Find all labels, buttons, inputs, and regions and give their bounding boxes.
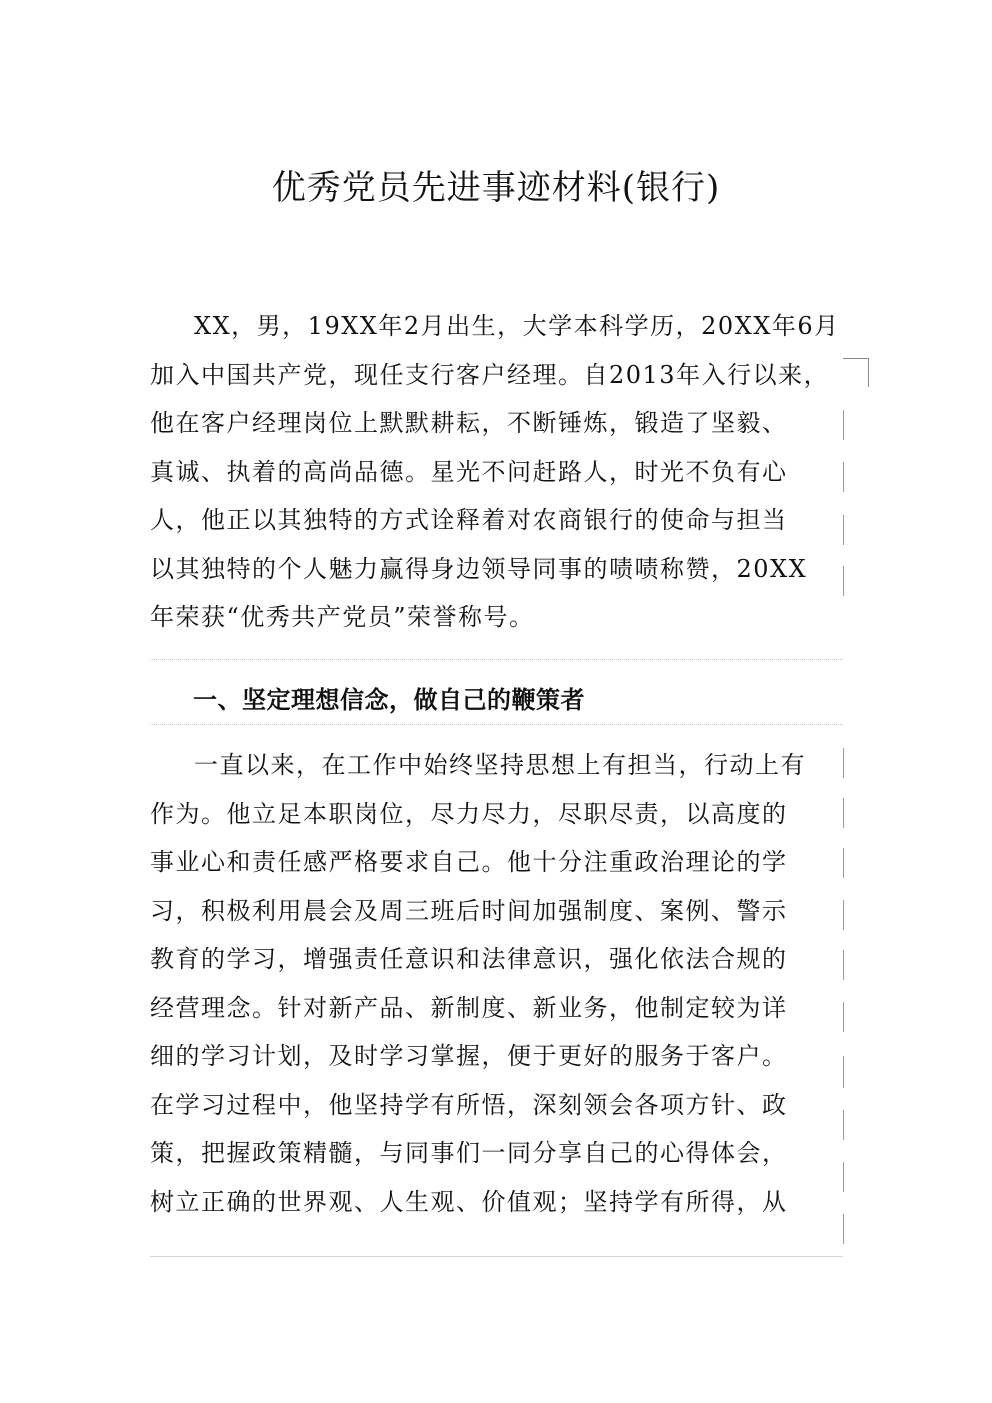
paragraph-line: 加入中国共产党，现任支行客户经理。自2013年入行以来，	[150, 360, 830, 389]
paragraph-line: 他在客户经理岗位上默默耕耘，不断锤炼，锻造了坚毅、	[150, 409, 788, 437]
paragraph-line: 事业心和责任感严格要求自己。他十分注重政治理论的学	[150, 848, 788, 876]
paragraph-line: XX，男，19XX年2月出生，大学本科学历，20XX年6月	[194, 312, 840, 340]
paragraph-line: 树立正确的世界观、人生观、价值观；坚持学有所得，从	[150, 1187, 788, 1216]
margin-bar	[843, 1002, 844, 1032]
section-divider	[150, 659, 843, 660]
page-bottom-rule	[150, 1256, 843, 1257]
document-title: 优秀党员先进事迹材料(银行)	[271, 168, 721, 208]
paragraph-line: 一直以来，在工作中始终坚持思想上有担当，行动上有	[194, 751, 806, 779]
paragraph-line: 经营理念。针对新产品、新制度、新业务，他制定较为详	[150, 993, 788, 1022]
section-divider	[150, 724, 843, 725]
margin-bar	[843, 462, 844, 492]
margin-bar	[843, 1110, 844, 1140]
margin-bar	[843, 566, 844, 596]
section-heading: 一、坚定理想信念，做自己的鞭策者	[193, 686, 585, 714]
margin-bar	[843, 848, 844, 878]
paragraph-line: 在学习过程中，他坚持学有所悟，深刻领会各项方针、政	[150, 1090, 788, 1119]
intro-paragraph	[150, 302, 850, 642]
paragraph-line: 作为。他立足本职岗位，尽力尽力，尽职尽责，以高度的	[150, 799, 788, 828]
margin-bar	[843, 515, 844, 545]
paragraph-line: 年荣获“优秀共产党员”荣誉称号。	[150, 603, 535, 631]
paragraph-line: 习，积极利用晨会及周三班后时间加强制度、案例、警示	[150, 896, 788, 925]
margin-corner-mark	[843, 358, 869, 387]
paragraph-line: 人，他正以其独特的方式诠释着对农商银行的使命与担当	[150, 506, 788, 534]
margin-bar	[843, 1214, 844, 1244]
margin-bar	[843, 748, 844, 778]
paragraph-line: 策，把握政策精髓，与同事们一同分享自己的心得体会，	[150, 1139, 788, 1167]
paragraph-line: 教育的学习，增强责任意识和法律意识，强化依法合规的	[150, 945, 788, 973]
margin-bar	[843, 1162, 844, 1192]
paragraph-line: 细的学习计划，及时学习掌握，便于更好的服务于客户。	[150, 1042, 788, 1070]
margin-bar	[843, 1056, 844, 1088]
margin-bar	[843, 900, 844, 930]
section-paragraph	[150, 741, 850, 1226]
paragraph-line: 真诚、执着的高尚品德。星光不问赶路人，时光不负有心	[150, 457, 788, 486]
margin-bar	[843, 950, 844, 980]
paragraph-line: 以其独特的个人魅力赢得身边领导同事的啧啧称赞，20XX	[150, 554, 808, 583]
margin-bar	[843, 798, 844, 828]
margin-bar	[843, 410, 844, 440]
